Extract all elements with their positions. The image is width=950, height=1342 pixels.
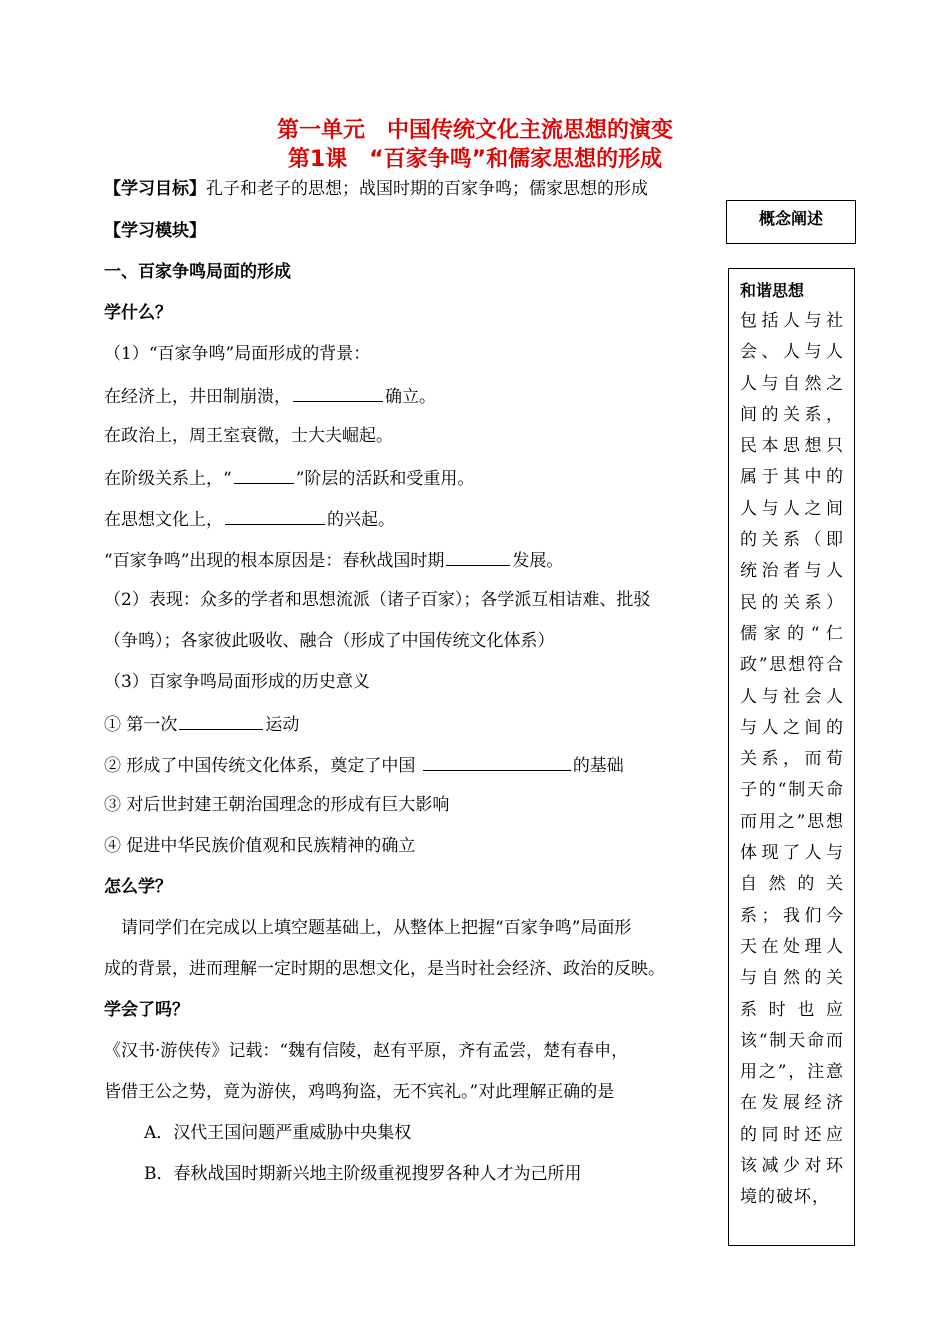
sig2-text-b: 的基础 (572, 756, 624, 776)
class-text-b: ”阶层的活跃和受重用。 (295, 469, 475, 489)
sig2-text-a: ② 形成了中国传统文化体系，奠定了中国 (104, 756, 421, 776)
lesson-title: 第1课 “百家争鸣”和儒家思想的形成 (287, 147, 663, 172)
objectives-text: 孔子和老子的思想；战国时期的百家争鸣；儒家思想的形成 (206, 179, 648, 199)
root-text-a: “百家争鸣”出现的根本原因是：春秋战国时期 (104, 551, 445, 571)
performance-line-1: （2）表现：众多的学者和思想流派（诸子百家）；各学派互相诘难、批驳 (104, 590, 651, 610)
root-cause-line (104, 548, 563, 572)
option-a[interactable]: A．汉代王国问题严重威胁中央集权 (144, 1123, 412, 1143)
economy-line (104, 384, 436, 408)
concept-header-label: 概念阐述 (758, 209, 823, 228)
class-text-a: 在阶级关系上，“ (104, 469, 232, 489)
economy-text-a: 在经济上，井田制崩溃， (104, 387, 291, 407)
blank-sig1[interactable] (179, 712, 263, 730)
performance-line-2: （争鸣）；各家彼此吸收、融合（形成了中国传统文化体系） (104, 631, 555, 651)
how-heading: 怎么学？ (104, 877, 172, 897)
section-heading: 一、百家争鸣局面的形成 (104, 262, 291, 282)
option-b[interactable]: B．春秋战国时期新兴地主阶级重视搜罗各种人才为己所用 (144, 1164, 582, 1184)
question-text-1: 《汉书·游侠传》记载：“魏有信陵，赵有平原，齐有孟尝，楚有春申， (104, 1041, 629, 1061)
learn-what-heading: 学什么？ (104, 303, 172, 323)
concept-sidebar (728, 268, 855, 1246)
politics-line: 在政治上，周王室衰微，士大夫崛起。 (104, 426, 393, 446)
culture-line (104, 507, 395, 531)
culture-text-b: 的兴起。 (327, 510, 395, 530)
economy-text-b: 确立。 (385, 387, 436, 407)
sig1-text-a: ① 第一次 (104, 715, 178, 735)
blank-economy[interactable] (293, 384, 383, 402)
unit-title: 第一单元 中国传统文化主流思想的演变 (276, 118, 673, 143)
blank-class[interactable] (234, 466, 294, 484)
blank-root[interactable] (446, 548, 510, 566)
significance-4: ④ 促进中华民族价值观和民族精神的确立 (104, 836, 416, 856)
culture-text-a: 在思想文化上， (104, 510, 223, 530)
blank-culture[interactable] (225, 507, 325, 525)
objectives-label: 【学习目标】 (104, 179, 206, 199)
concept-header-box (726, 200, 856, 244)
significance-title: （3）百家争鸣局面形成的历史意义 (104, 672, 370, 692)
module-label: 【学习模块】 (104, 221, 206, 241)
question-text-2: 皆借王公之势，竟为游侠，鸡鸣狗盗，无不宾礼。”对此理解正确的是 (104, 1082, 615, 1102)
how-text-1: 请同学们在完成以上填空题基础上，从整体上把握“百家争鸣”局面形 (104, 918, 632, 938)
how-text-2: 成的背景，进而理解一定时期的思想文化，是当时社会经济、政治的反映。 (104, 959, 665, 979)
learned-heading: 学会了吗？ (104, 1000, 189, 1020)
significance-2 (104, 753, 624, 777)
root-text-b: 发展。 (512, 551, 564, 571)
background-title: （1）“百家争鸣”局面形成的背景： (104, 344, 371, 364)
concept-text: 包括人与社会、人与人人与自然之间的关系，民本思想只属于其中的人与人之间的关系（即统治者与人民的关系）儒家的“仁政”思想符合人与社会人与人之间的关系，而荀子的“制天命而用之”思想体现了人与自然的关系；我们今天在处理人与自然的关系时也应该“制天命而用之”，注意在发展经济的同时还应该减少对环境的破坏， (740, 311, 844, 1208)
class-line (104, 466, 474, 490)
sig1-text-b: 运动 (265, 715, 300, 735)
concept-term: 和谐思想 (740, 281, 805, 300)
significance-3: ③ 对后世封建王朝治国理念的形成有巨大影响 (104, 795, 450, 815)
significance-1 (104, 712, 299, 736)
learning-objectives (104, 178, 648, 200)
blank-sig2[interactable] (423, 753, 571, 771)
